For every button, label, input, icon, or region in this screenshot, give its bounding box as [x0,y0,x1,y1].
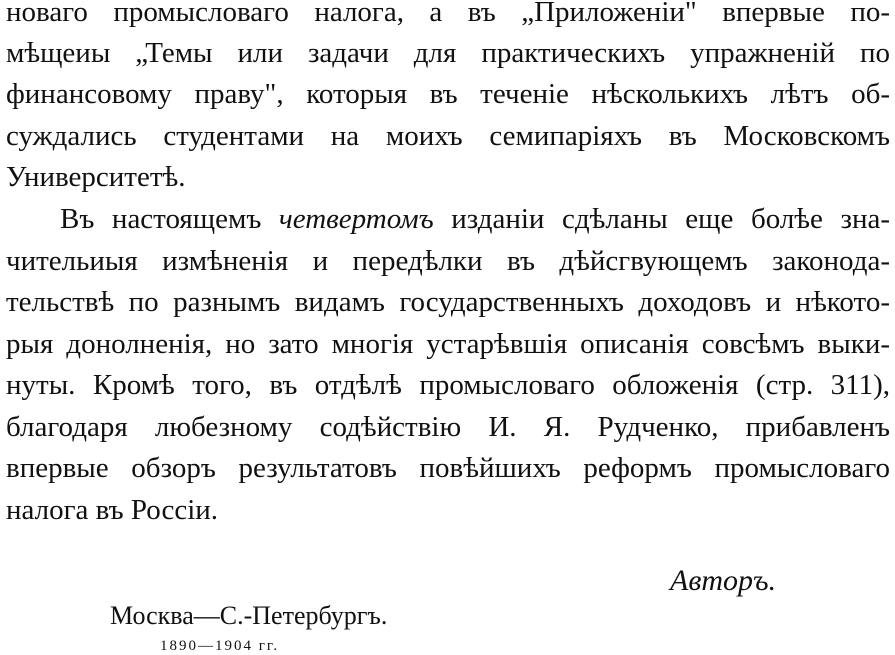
publication-place: Москва—С.-Петербургъ. [110,601,388,630]
text-line [60,201,890,238]
text-line: нуты. Кромѣ того, въ отдѣлѣ промысловаго обложенія (стр. 311), [6,369,890,401]
text-line: суждались студентами на моихъ семипаріяхъ въ Московскомъ [6,120,890,152]
text-span: изданіи сдѣланы еще болѣе зна- [433,203,890,235]
text-line: финансовому праву", которыя въ теченіе нѣсколькихъ лѣтъ об- [6,78,890,110]
text-line: впервые обзоръ результатовъ повѣйшихъ реформъ промысловаго [6,452,890,484]
text-line: благодаря любезному содѣйствію И. Я. Рудченко, прибавленъ [6,411,890,443]
author-signature: Авторъ. [670,564,777,597]
text-line: мѣщеиы „Темы или задачи для практическихъ упражненій по [6,37,890,69]
text-line: рыя донолненія, но зато многія устарѣвшія описанія совсѣмъ выки- [6,328,890,360]
text-line: новаго промысловаго налога, а въ „Приложеніи" впервые по- [6,0,890,28]
text-line: чительиыя измѣненія и передѣлки въ дѣйсгвующемъ законода- [6,245,890,277]
text-line: Университетѣ. [6,161,186,193]
text-line: налога въ Россіи. [6,494,219,526]
publication-years: 1890—1904 гг. [160,638,280,654]
text-line: тельствѣ по разнымъ видамъ государственныхъ доходовъ и нѣкото- [6,286,890,318]
emphasized-word: четвертомъ [278,203,434,235]
text-span: Въ настоящемъ [60,203,279,235]
